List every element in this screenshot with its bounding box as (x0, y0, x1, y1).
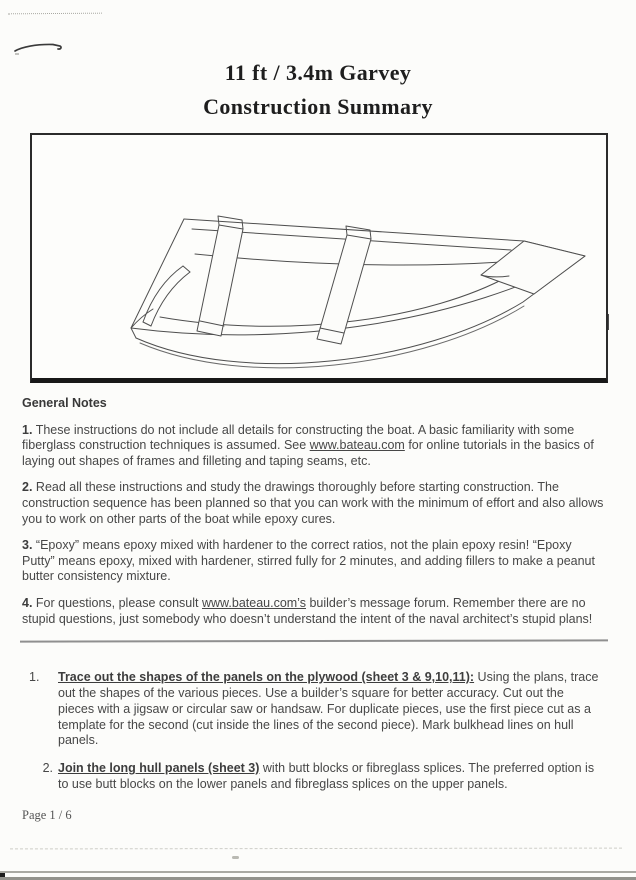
general-notes-heading: General Notes (22, 396, 107, 410)
note-4: 4. For questions, please consult www.bateau.com’s builder’s message forum. Remember there are no stupid questions, just somebody who doesn’t understand the intent of the naval architect’s stupid plans! (22, 595, 593, 626)
note-3-number: 3. (22, 538, 33, 553)
page-number: Page 1 / 6 (22, 807, 72, 822)
note-4-number: 4. (22, 595, 33, 610)
step-item-2 (22, 761, 602, 793)
note-1-number: 1. (22, 422, 33, 437)
bateau-link: www.bateau.com (309, 438, 405, 453)
scan-artifact-faint-line (10, 848, 622, 850)
note-2: 2. Read all these instructions and study the drawings thoroughly before starting construction. The construction sequence has been planned so that you can work with the minimum of effort and also allows you to work on other parts of the boat while epoxy cures. (22, 480, 604, 526)
note-3: 3. “Epoxy” means epoxy mixed with hardener to the correct ratios, not the plain epoxy resin! “Epoxy Putty” means epoxy, mixed with hardener, stirred fully for 2 minutes, and adding fillers to make a peanut butter consistency mixture. (22, 538, 595, 584)
figure-frame (30, 133, 608, 383)
scan-artifact-smudge (232, 856, 239, 859)
note-1: 1. These instructions do not include all details for constructing the boat. A basic familiarity with some fiberglass construction techniques is assumed. See www.bateau.com for online tutorials in the basics of laying out shapes of frames and filleting and taping seams, etc. (22, 422, 594, 468)
step-item-1 (22, 670, 602, 749)
section-divider (20, 640, 608, 643)
title-line-2: Construction Summary (203, 94, 433, 119)
scan-artifact-bottom-line (0, 871, 636, 873)
note-2-number: 2. (22, 480, 33, 495)
construction-steps-list (22, 670, 602, 793)
step-2-text: Join the long hull panels (sheet 3) with butt blocks or fibreglass splices. The preferred option is to use butt blocks on the lower panels and fibreglass splices on the upper panels. (58, 761, 595, 791)
pen-mark-artifact (12, 40, 66, 56)
title-line-1: 11 ft / 3.4m Garvey (224, 60, 412, 85)
step-1-text: Trace out the shapes of the panels on the plywood (sheet 3 & 9,10,11): Using the plans, trace out the shapes of the various pieces. Use a builder’s square for better accuracy. Cut out the pieces with a jigsaw or circular saw or handsaw. For duplicate pieces, use the first piece cut as a template for the second (cut inside the lines of the second piece). Mark bulkhead lines on hull panels. (58, 670, 599, 748)
step-2-number: 2. (42, 761, 53, 776)
document-title (0, 0, 636, 124)
bateau-forum-link: www.bateau.com’s (202, 595, 306, 610)
garvey-boat-drawing (32, 135, 606, 378)
general-notes-section (22, 396, 606, 627)
step-1-number: 1. (29, 670, 40, 685)
